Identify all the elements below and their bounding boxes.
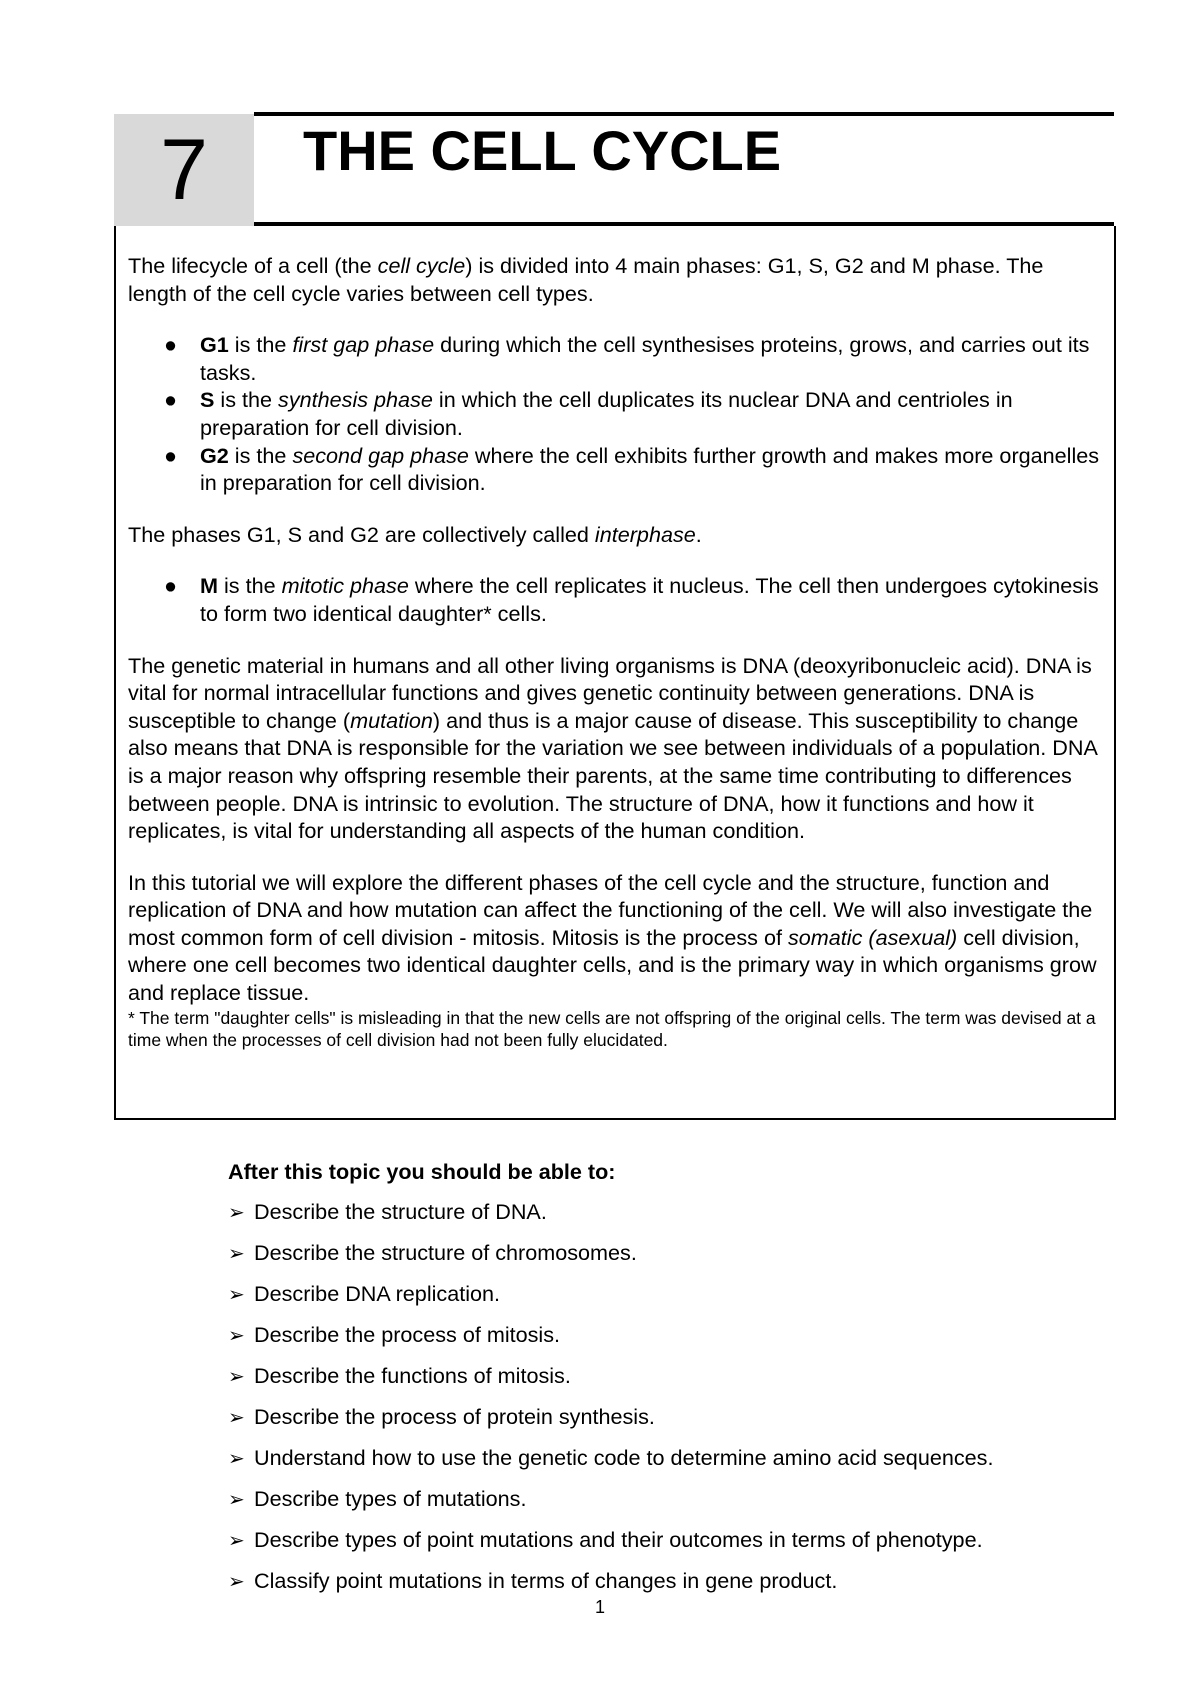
arrow-bullet-icon: ➢	[228, 1448, 245, 1470]
learning-outcomes	[228, 1158, 1128, 1596]
intro-paragraph-2: The phases G1, S and G2 are collectively called interphase.	[128, 521, 702, 547]
list-item: ➢ Describe types of point mutations and their outcomes in terms of phenotype.	[228, 1526, 1128, 1555]
intro-content	[128, 252, 1108, 1051]
chapter-number-box	[114, 114, 254, 226]
intro-paragraph-1: The lifecycle of a cell (the cell cycle) is divided into 4 main phases: G1, S, G2 and M phase. The length of the cell cycle varies between cell types.	[128, 253, 1044, 306]
bullet-dot-icon: ●	[164, 442, 178, 468]
arrow-bullet-icon: ➢	[228, 1325, 245, 1347]
mitotic-list	[128, 572, 1108, 627]
bullet-dot-icon: ●	[164, 387, 178, 413]
header-top-rule	[254, 112, 1114, 116]
outcomes-heading: After this topic you should be able to:	[228, 1159, 616, 1184]
outcomes-list	[228, 1198, 1128, 1596]
arrow-bullet-icon: ➢	[228, 1366, 245, 1388]
chapter-title: THE CELL CYCLE	[303, 119, 782, 182]
arrow-bullet-icon: ➢	[228, 1284, 245, 1306]
footnote: * The term "daughter cells" is misleading in that the new cells are not offspring of the original cells. The term was devised at a time when the processes of cell division had not been fully elucidated.	[128, 1007, 1096, 1050]
list-item: ➢ Describe the process of mitosis.	[228, 1321, 1128, 1350]
page-number: 1	[594, 1597, 605, 1617]
intro-box	[114, 226, 1116, 1120]
list-item: ➢ Describe types of mutations.	[228, 1485, 1128, 1514]
arrow-bullet-icon: ➢	[228, 1530, 245, 1552]
intro-paragraph-4: In this tutorial we will explore the different phases of the cell cycle and the structure, function and replication of DNA and how mutation can affect the functioning of the cell. We will also investigate the most common form of cell division - mitosis. Mitosis is the process of somatic (asexual) cell division, where one cell becomes two identical daughter cells, and is the primary way in which organisms grow and replace tissue.	[128, 869, 1097, 1006]
list-item: ● S is the synthesis phase in which the cell duplicates its nuclear DNA and centrioles in preparation for cell division.	[164, 387, 1013, 440]
list-item: ➢ Describe DNA replication.	[228, 1280, 1128, 1309]
list-item: ● G1 is the first gap phase during which the cell synthesises proteins, grows, and carries out its tasks.	[164, 332, 1090, 385]
list-item: ● G2 is the second gap phase where the cell exhibits further growth and makes more organelles in preparation for cell division.	[164, 442, 1100, 496]
list-item: ➢ Understand how to use the genetic code to determine amino acid sequences.	[228, 1444, 1128, 1473]
bullet-dot-icon: ●	[164, 573, 178, 599]
bullet-dot-icon: ●	[164, 332, 178, 358]
list-item: ● M is the mitotic phase where the cell replicates it nucleus. The cell then undergoes cytokinesis to form two identical daughter* cells.	[164, 573, 1099, 626]
intro-paragraph-3: The genetic material in humans and all other living organisms is DNA (deoxyribonucleic acid). DNA is vital for normal intracellular functions and gives genetic continuity between generations. DNA is susceptible to change (mutation) and thus is a major cause of disease. This susceptibility to change also means that DNA is responsible for the variation we see between individuals of a population. DNA is a major reason why offspring resemble their parents, at the same time contributing to differences between people. DNA is intrinsic to evolution. The structure of DNA, how it functions and how it replicates, is vital for understanding all aspects of the human condition.	[128, 652, 1097, 844]
arrow-bullet-icon: ➢	[228, 1243, 245, 1265]
arrow-bullet-icon: ➢	[228, 1571, 245, 1593]
list-item: ➢ Describe the structure of chromosomes.	[228, 1239, 1128, 1268]
list-item: ➢ Describe the structure of DNA.	[228, 1198, 1128, 1227]
list-item: ➢ Describe the process of protein synthesis.	[228, 1403, 1128, 1432]
list-item: ➢ Describe the functions of mitosis.	[228, 1362, 1128, 1391]
list-item: ➢ Classify point mutations in terms of changes in gene product.	[228, 1567, 1128, 1596]
arrow-bullet-icon: ➢	[228, 1407, 245, 1429]
phase-list	[128, 331, 1108, 497]
arrow-bullet-icon: ➢	[228, 1489, 245, 1511]
chapter-number: 7	[160, 122, 208, 218]
arrow-bullet-icon: ➢	[228, 1202, 245, 1224]
